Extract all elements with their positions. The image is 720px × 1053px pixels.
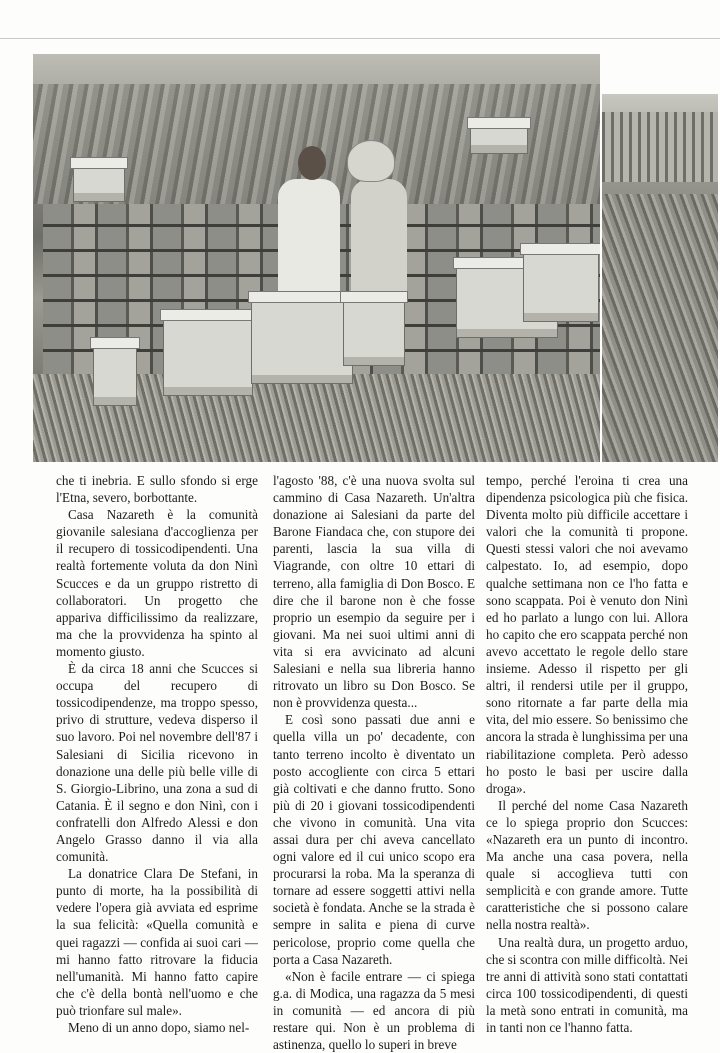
- beehive: [93, 344, 137, 406]
- article-column-2: [273, 472, 475, 1053]
- beekeeper-hat: [347, 140, 395, 182]
- paragraph: l'agosto '88, c'è una nuova svolta sul cammino di Casa Nazareth. Un'altra donazione ai Salesiani da parte del Barone Fiandaca che, con stupore dei parenti, lascia la sua villa di Viagrande, con oltre 10 ettari di terreno, alla famiglia di Don Bosco. E dire che il barone non è che fosse proprio un esempio da seguire per i giovani. Ma nei suoi ultimi anni di vita si era avvicinato ad alcuni Salesiani e nella sua libreria hanno ritrovato un libro su Don Bosco. Se non è provvidenza questa...: [273, 473, 475, 711]
- top-rule: [0, 38, 720, 39]
- beekeepers-photo: [33, 54, 600, 462]
- person-head: [298, 146, 326, 180]
- paragraph: Una realtà dura, un progetto arduo, che si scontra con mille difficoltà. Nei tre anni di attività sono stati contattati circa 100 tossicodipendenti, di questi la metà sono entrati in comunità, ma in tanti non ce l'hanno fatta.: [486, 934, 688, 1035]
- person-white-shirt: [278, 179, 340, 299]
- paragraph: Meno di un anno dopo, siamo nel-: [68, 1020, 250, 1035]
- field: [602, 194, 718, 462]
- paragraph: Casa Nazareth è la comunità giovanile salesiana d'accoglienza per il recupero di tossicodipendenti. Una realtà fortemente voluta da don Ninì Scucces e da un gruppo ristretto di collaboratori. Un progetto che appariva difficilissimo da realizzare, ma che la provvidenza ha spinto al momento giusto.: [56, 507, 258, 659]
- article-column-3: [486, 472, 688, 1036]
- paragraph: «Non è facile entrare — ci spiega g.a. di Modica, una ragazza da 5 mesi in comunità — ed ancora di più restare qui. Non è un problema di astinenza, quello lo superi in breve: [273, 968, 475, 1053]
- beehive: [523, 250, 599, 322]
- paragraph: tempo, perché l'eroina ti crea una dipendenza psicologica più che fisica. Diventa molto più difficile accettare i valori che la comunità ti propone. Questi stessi valori che noi avevamo calpestato. Io, ad esempio, dopo qualche settimana non ce l'ho fatta e sono scappata. Poi è venuto don Ninì ed ho parlato a lungo con lui. Allora ho capito che ero scappata perché non avevo accettato le regole dello stare insieme. Adesso il rispetto per gli altri, il rendersi utile per il gruppo, sono ritornate a far parte della mia vita, del mio essere. So benissimo che ancora la strada è lunghissima per una riabilitazione completa. Però adesso ho posto le basi per uscire dalla droga».: [486, 473, 688, 796]
- field-photo: [602, 94, 718, 462]
- paragraph: Il perché del nome Casa Nazareth ce lo spiega proprio don Scucces: «Nazareth era un punto di incontro. Ma anche una casa povera, nella quale si accoglieva tutti con semplicità e con grande amore. Tutte caratteristiche che si possono calare nella nostra realtà».: [486, 797, 688, 933]
- fence: [602, 112, 718, 182]
- paragraph: che ti inebria. E sullo sfondo si erge l'Etna, severo, borbottante.: [56, 473, 258, 506]
- paragraph: È da circa 18 anni che Scucces si occupa del recupero di tossicodipendenze, ma troppo spesso, privo di strutture, vedeva disperso il suo lavoro. Poi nel novembre dell'87 i Salesiani di Sicilia ricevono in donazione una delle più belle ville di S. Giorgio-Librino, una zona a sud di Catania. È il segno e don Ninì, con i confratelli don Alfredo Alessi e don Angelo Grasso danno il via alla comunità.: [56, 661, 258, 865]
- article-column-1: [56, 472, 258, 1036]
- paragraph: La donatrice Clara De Stefani, in punto di morte, ha la possibilità di vedere l'opera già avviata ed esprime la sua felicità: «Quella comunità e quei ragazzi — confida ai suoi cari — mi hanno fatto ritrovare la fiducia nell'umanità. Mi hanno fatto capire che c'è della bontà nell'uomo e che può trionfare sul male».: [56, 866, 258, 1018]
- beehive: [73, 164, 125, 202]
- beehive: [163, 316, 253, 396]
- beehive: [343, 298, 405, 366]
- paragraph: E così sono passati due anni e quella villa un po' decadente, con tanto terreno incolto è diventato un posto accogliente con circa 5 ettari già coltivati e che danno frutto. Sono più di 20 i giovani tossicodipendenti che vivono in comunità. Una vita assai dura per chi aveva cancellato ogni valore ed il cui unico scopo era procurarsi la roba. Ma la speranza di tornare ad essere soggetti attivi nella società è fondata. Anche se la strada è sempre in salita e piena di curve pericolose, proprio come quella che porta a Casa Nazareth.: [273, 712, 475, 967]
- person-beekeeper-suit: [351, 179, 407, 304]
- beehive: [251, 298, 353, 384]
- beehive: [470, 124, 528, 154]
